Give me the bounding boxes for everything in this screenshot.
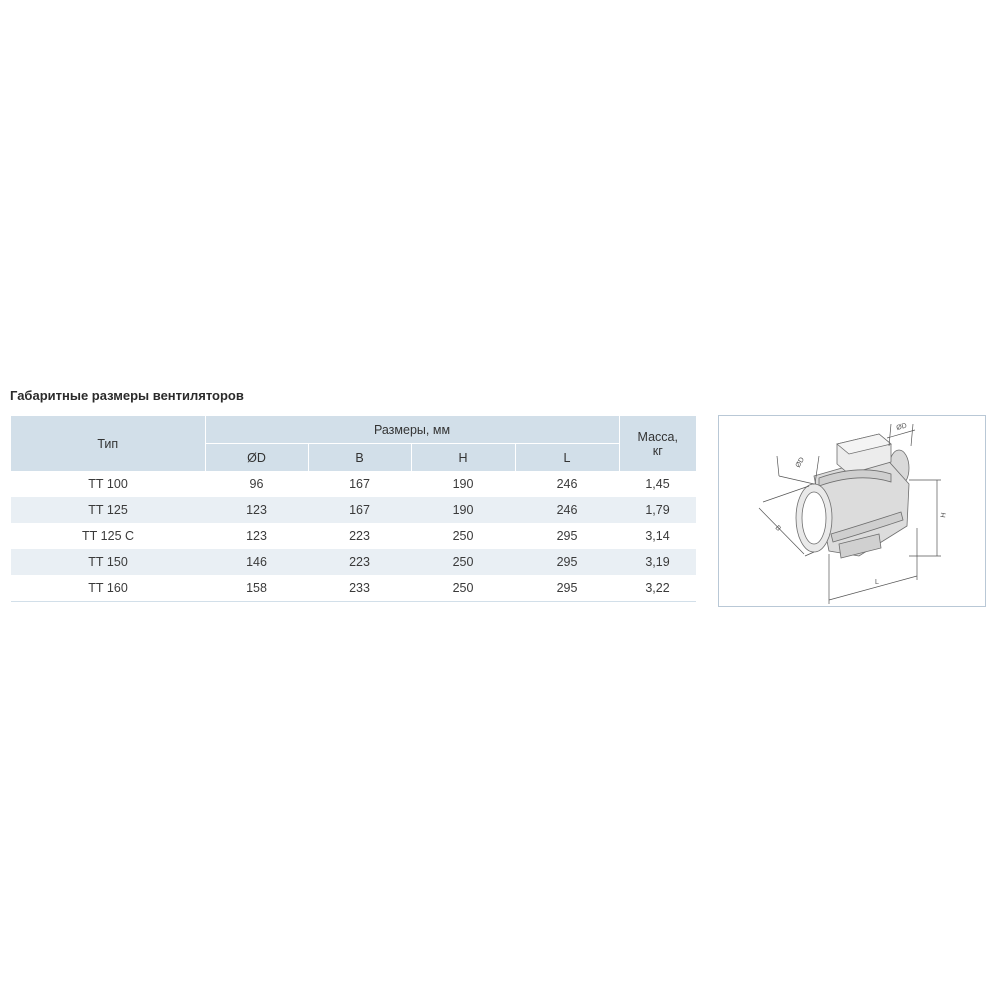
label-b: B [773,524,782,533]
fan-housing [796,434,909,558]
label-l: L [875,579,879,586]
label-d-top: ØD [895,422,908,432]
cell-b: 223 [308,549,411,575]
cell-b: 223 [349,529,370,543]
cell-d: 146 [205,549,308,575]
cell-h: 190 [452,477,474,491]
cell-type: ТТ 160 [11,575,205,602]
cell-l: 246 [515,497,619,523]
header-mass-unit: кг [652,443,663,458]
header-dimensions-group: Размеры, мм [205,416,619,444]
section-title: Габаритные размеры вентиляторов [10,388,244,403]
header-mass-label: Масса, [637,429,678,444]
cell-h: 250 [411,549,515,575]
cell-l: 295 [515,575,619,602]
cell-b: 167 [308,497,411,523]
cell-b: 167 [349,477,370,491]
header-b: B [308,444,411,472]
cell-mass: 3,14 [645,529,670,543]
cell-h: 250 [411,575,515,602]
cell-type: ТТ 125 [11,497,205,523]
table-row [11,523,696,549]
header-h: H [411,444,515,472]
cell-mass: 3,22 [619,575,696,602]
header-l: L [515,444,619,472]
cell-type: ТТ 100 [88,477,128,491]
label-h: H [940,512,948,519]
cell-mass: 3,19 [619,549,696,575]
cell-mass: 1,45 [645,477,670,491]
cell-mass: 1,79 [619,497,696,523]
cell-d: 158 [205,575,308,602]
cell-l: 295 [515,549,619,575]
header-type: Тип [11,416,205,471]
fan-dimension-drawing [718,415,986,607]
cell-h: 250 [452,529,474,543]
cell-l: 295 [556,529,578,543]
fan-drawing-svg [719,416,985,606]
header-diameter: ØD [205,444,308,472]
cell-h: 190 [411,497,515,523]
header-mass [619,416,696,471]
table-row [11,497,696,523]
cell-d: 123 [205,497,308,523]
cell-type: ТТ 150 [11,549,205,575]
cell-l: 246 [556,477,578,491]
dimensions-table [11,416,696,602]
cell-d: 96 [249,477,264,491]
table-row [11,471,696,497]
table-row [11,575,696,602]
table-row [11,549,696,575]
cell-b: 233 [308,575,411,602]
cell-d: 123 [246,529,267,543]
cell-type: ТТ 125 С [81,529,135,543]
label-d-left: ØD [794,456,806,469]
